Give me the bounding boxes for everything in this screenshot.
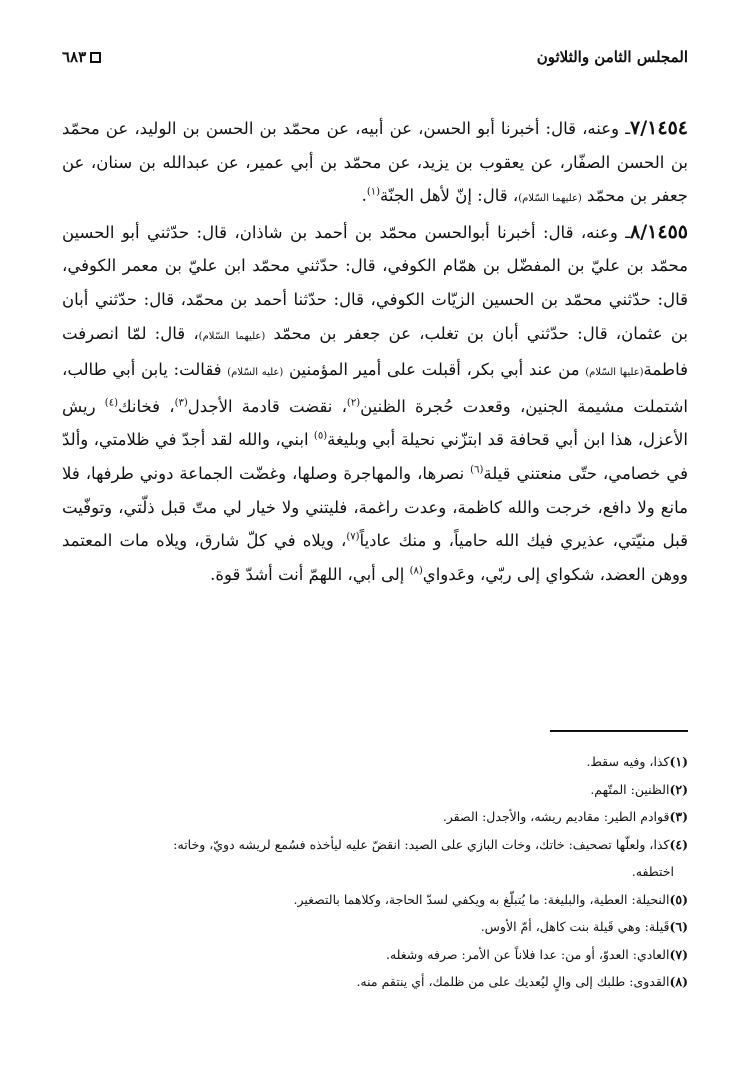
footnote-ref[interactable]: (٥) xyxy=(313,430,328,442)
honorific: (عليه السّلام) xyxy=(227,367,284,379)
honorific: (عليهما السّلام) xyxy=(518,193,582,205)
footnote-text: الظنين: المتّهم. xyxy=(590,781,670,797)
footnote-number: (٥) xyxy=(669,891,688,907)
hadith-text: . xyxy=(361,186,367,206)
running-title: المجلس الثامن والثلاثون xyxy=(536,48,688,66)
page-marker-icon xyxy=(90,52,101,63)
hadith-text: ، ويلاه في كلّ شارق، ويلاه مات المعتمد ووهن العضد، شكواي إلى ربّي، وعَدواي xyxy=(62,531,688,584)
hadith-text: ، قال: إنّ لأهل الجنّة xyxy=(380,186,519,206)
page-header xyxy=(62,40,688,74)
hadith-text: ريش الأعزل، هذا ابن أبي قحافة قد ابتزّني نحيلة أبي وبليغة xyxy=(62,396,688,450)
footnote-8 xyxy=(46,968,688,996)
footnote-5 xyxy=(46,886,688,914)
hadith-text: نصرها، والمهاجرة وصلها، وغضّت الجماعة دوني طرفها، فلا مانع ولا دافع، خرجت والله كاظمة، وعدت راغمة، فليتني ولا خيار لي متّ قبل ذلّتي، وتوفّيت قبل منيّتي، عذيري فيك الله حامياً، و منك عادياً xyxy=(62,463,688,551)
footnote-ref[interactable]: (٧) xyxy=(346,531,360,543)
page-number: ٦٨٣ xyxy=(62,48,87,66)
page-number-block xyxy=(62,48,101,66)
footnote-ref[interactable]: (٦) xyxy=(470,464,484,476)
footnote-3 xyxy=(46,803,688,831)
hadith-text: من عند أبي بكر، أقبلت على أمير المؤمنين xyxy=(283,360,586,380)
footnote-text: كذا، وفيه سقط. xyxy=(586,754,670,769)
footnote-number: (٧) xyxy=(669,946,688,962)
footnote-text: القدوى: طلبك إلى والٍ ليُعديك على من ظلمك، أي ينتقم منه. xyxy=(356,974,670,989)
footnote-1 xyxy=(46,748,688,776)
hadith-text: ـ وعنه، قال: أخبرنا أبوالحسن محمّد بن أحمد بن شاذان، قال: حدّثني أبو الحسين محمّد بن عليّ بن المفضّل بن همّام الكوفي، قال: حدّثني محمّد ابن عليّ بن معمر الكوفي، قال: حدّثني محمّد بن الحسين الزيّات الكوفي، قال: حدّثنا أحمد بن محمّد، قال: حدّثني أبان بن عثمان، قال: حدّثني أبان بن تغلب، عن جعفر بن محمّد xyxy=(62,222,688,343)
hadith-number: ٨/١٤٥٥ xyxy=(630,220,688,243)
hadith-1455 xyxy=(62,216,688,592)
hadith-text: ابني، والله لقد أجدّ في ظلامتي، وألدّ في خصامي، حتّى منعتني قيلة xyxy=(62,430,688,483)
footnote-number: (٤) xyxy=(669,836,688,852)
footnote-number: (٦) xyxy=(669,919,688,934)
footnote-ref[interactable]: (٤) xyxy=(104,397,118,409)
honorific: (عليهما السّلام) xyxy=(198,330,266,342)
footnote-text: العادي: العدوّ، أو من: عدا فلاناً عن الأمر: صرفه وشغله. xyxy=(385,946,670,962)
hadith-text: ، نقضت قادمة الأجدل xyxy=(187,396,347,416)
footnote-divider xyxy=(550,730,688,732)
main-text xyxy=(62,112,688,591)
honorific: (عليها السّلام) xyxy=(585,367,644,379)
footnote-ref[interactable]: (١) xyxy=(366,186,381,198)
hadith-1454 xyxy=(62,112,688,216)
hadith-text: فقالت: يابن أبي طالب، اشتملت مشيمة الجنين، وقعدت حُجرة الظنين xyxy=(62,360,688,416)
footnote-number: (٨) xyxy=(669,974,688,989)
footnote-text: كذا، ولعلّها تصحيف: خاتك، وخات البازي على الصيد: انقضّ عليه ليأخذه فسُمع لريشه دويّ، وخاته: xyxy=(173,836,670,852)
hadith-text: ـ وعنه، قال: أخبرنا أبو الحسن، عن أبيه، عن محمّد بن الحسن بن الوليد، عن محمّد بن الحسن الصفّار، عن يعقوب بن يزيد، عن محمّد بن أبي عمير، عن عبدالله بن سنان، عن جعفر بن محمّد xyxy=(62,119,688,206)
footnote-text: قوادم الطير: مقاديم ريشه، والأجدل: الصقر. xyxy=(442,809,670,824)
footnote-6 xyxy=(46,913,688,941)
footnote-number: (٢) xyxy=(669,781,688,797)
footnote-ref[interactable]: (٣) xyxy=(174,397,188,409)
footnote-text: قَيلة: وهي قَيلة بنت كاهل، أمّ الأوس. xyxy=(480,919,670,934)
footnote-ref[interactable]: (٨) xyxy=(409,565,423,577)
hadith-text: إلى أبي، اللهمّ أنت أشدّ قوة. xyxy=(210,564,410,584)
footnote-number: (٣) xyxy=(669,809,688,824)
footnote-4 xyxy=(46,831,688,859)
footnote-7 xyxy=(46,941,688,969)
hadith-text: ، فخانك xyxy=(117,396,175,416)
hadith-text: ، قال: لمّا انصرفت فاطمة xyxy=(62,323,688,380)
footnote-2 xyxy=(46,776,688,804)
footnotes xyxy=(46,748,688,996)
hadith-number: ٧/١٤٥٤ xyxy=(630,117,688,139)
footnote-4-continuation: اختطفه. xyxy=(631,864,674,879)
footnote-ref[interactable]: (٢) xyxy=(346,397,361,409)
footnote-text: النحيلة: العطية، والبليغة: ما يُتبلّغ به ويكفي لسدّ الحاجة، وكلاهما بالتصغير. xyxy=(293,891,670,907)
footnote-number: (١) xyxy=(669,754,688,769)
